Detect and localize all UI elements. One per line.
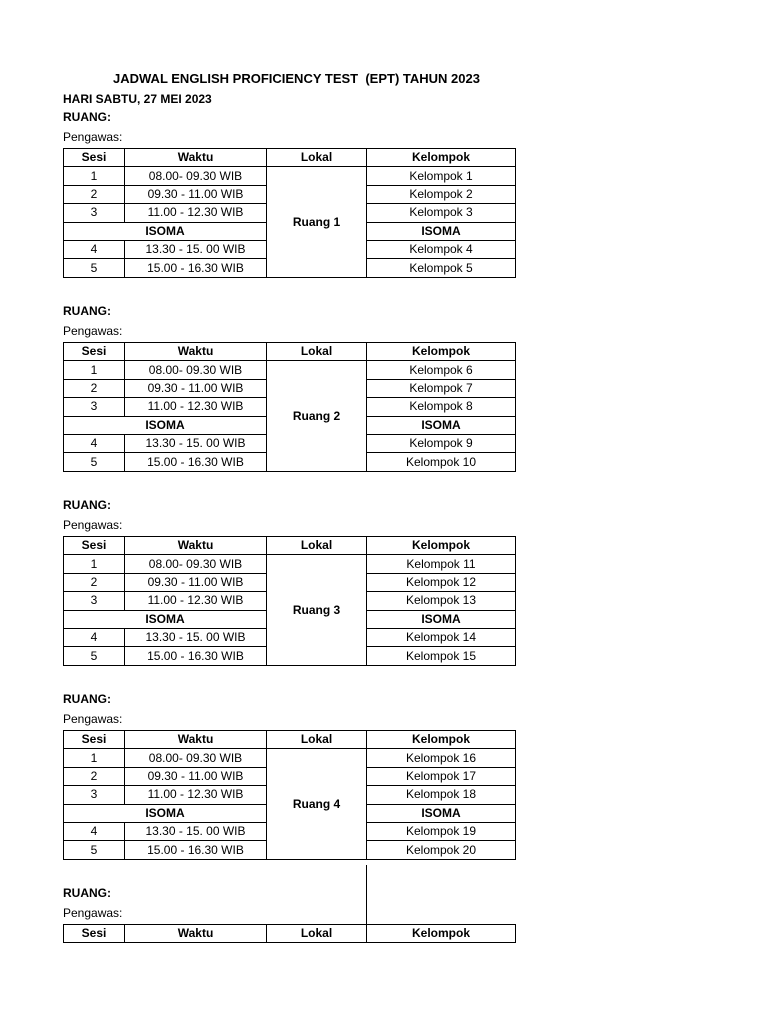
isoma-cell: ISOMA <box>64 804 267 822</box>
kelompok-cell: Kelompok 6 <box>367 361 516 379</box>
sesi-cell: 3 <box>64 786 125 804</box>
waktu-cell: 08.00- 09.30 WIB <box>125 555 267 573</box>
kelompok-cell: Kelompok 19 <box>367 822 516 840</box>
pengawas-label: Pengawas: <box>63 906 123 920</box>
lokal-cell: Ruang 3 <box>267 555 367 665</box>
waktu-cell: 08.00- 09.30 WIB <box>125 749 267 767</box>
sesi-cell: 1 <box>64 361 125 379</box>
waktu-cell: 13.30 - 15. 00 WIB <box>125 434 267 452</box>
schedule-table-ruang-1 <box>63 148 516 278</box>
header-kelompok: Kelompok <box>367 343 516 361</box>
ruang-label: RUANG: <box>63 110 111 124</box>
waktu-cell: 15.00 - 16.30 WIB <box>125 453 267 471</box>
kelompok-cell: Kelompok 2 <box>367 185 516 203</box>
isoma-cell: ISOMA <box>64 416 267 434</box>
pengawas-label: Pengawas: <box>63 130 123 144</box>
pengawas-label: Pengawas: <box>63 324 123 338</box>
waktu-cell: 11.00 - 12.30 WIB <box>125 592 267 610</box>
header-lokal: Lokal <box>267 343 367 361</box>
header-waktu: Waktu <box>125 343 267 361</box>
table-row <box>64 749 516 767</box>
kelompok-cell: Kelompok 11 <box>367 555 516 573</box>
ruang-label: RUANG: <box>63 886 111 900</box>
waktu-cell: 15.00 - 16.30 WIB <box>125 647 267 665</box>
waktu-cell: 08.00- 09.30 WIB <box>125 361 267 379</box>
ruang-label: RUANG: <box>63 498 111 512</box>
header-sesi: Sesi <box>64 343 125 361</box>
kelompok-cell: Kelompok 5 <box>367 259 516 277</box>
sesi-cell: 5 <box>64 647 125 665</box>
table-header-row <box>64 343 516 361</box>
lokal-cell: Ruang 1 <box>267 167 367 277</box>
header-waktu: Waktu <box>125 537 267 555</box>
schedule-table-ruang-4 <box>63 730 516 860</box>
kelompok-cell: Kelompok 9 <box>367 434 516 452</box>
header-waktu: Waktu <box>125 925 267 943</box>
waktu-cell: 13.30 - 15. 00 WIB <box>125 822 267 840</box>
kelompok-cell: Kelompok 20 <box>367 841 516 859</box>
waktu-cell: 09.30 - 11.00 WIB <box>125 573 267 591</box>
sesi-cell: 2 <box>64 767 125 785</box>
waktu-cell: 13.30 - 15. 00 WIB <box>125 240 267 258</box>
header-waktu: Waktu <box>125 731 267 749</box>
waktu-cell: 11.00 - 12.30 WIB <box>125 204 267 222</box>
header-kelompok: Kelompok <box>367 537 516 555</box>
kelompok-cell: Kelompok 15 <box>367 647 516 665</box>
lokal-cell: Ruang 4 <box>267 749 367 859</box>
ruang-label: RUANG: <box>63 692 111 706</box>
sesi-cell: 2 <box>64 185 125 203</box>
waktu-cell: 13.30 - 15. 00 WIB <box>125 628 267 646</box>
sesi-cell: 5 <box>64 841 125 859</box>
sesi-cell: 2 <box>64 379 125 397</box>
sesi-cell: 5 <box>64 259 125 277</box>
header-lokal: Lokal <box>267 537 367 555</box>
kelompok-cell: Kelompok 10 <box>367 453 516 471</box>
schedule-table-empty <box>63 924 516 943</box>
sesi-cell: 2 <box>64 573 125 591</box>
header-kelompok: Kelompok <box>367 149 516 167</box>
sesi-cell: 4 <box>64 822 125 840</box>
table-header-row <box>64 537 516 555</box>
header-sesi: Sesi <box>64 149 125 167</box>
waktu-cell: 15.00 - 16.30 WIB <box>125 259 267 277</box>
schedule-table-ruang-3 <box>63 536 516 666</box>
sesi-cell: 5 <box>64 453 125 471</box>
waktu-cell: 08.00- 09.30 WIB <box>125 167 267 185</box>
kelompok-cell: Kelompok 16 <box>367 749 516 767</box>
pengawas-label: Pengawas: <box>63 712 123 726</box>
kelompok-cell: Kelompok 14 <box>367 628 516 646</box>
header-sesi: Sesi <box>64 925 125 943</box>
pengawas-label: Pengawas: <box>63 518 123 532</box>
header-lokal: Lokal <box>267 731 367 749</box>
kelompok-cell: Kelompok 7 <box>367 379 516 397</box>
schedule-table-ruang-2 <box>63 342 516 472</box>
lokal-cell: Ruang 2 <box>267 361 367 471</box>
table-header-row <box>64 731 516 749</box>
sesi-cell: 3 <box>64 592 125 610</box>
header-sesi: Sesi <box>64 731 125 749</box>
sesi-cell: 3 <box>64 398 125 416</box>
kelompok-cell: Kelompok 8 <box>367 398 516 416</box>
waktu-cell: 15.00 - 16.30 WIB <box>125 841 267 859</box>
waktu-cell: 09.30 - 11.00 WIB <box>125 379 267 397</box>
isoma-cell: ISOMA <box>64 222 267 240</box>
kelompok-cell: Kelompok 3 <box>367 204 516 222</box>
header-lokal: Lokal <box>267 149 367 167</box>
header-kelompok: Kelompok <box>367 731 516 749</box>
kelompok-isoma-cell: ISOMA <box>367 610 516 628</box>
kelompok-cell: Kelompok 17 <box>367 767 516 785</box>
page-title: JADWAL ENGLISH PROFICIENCY TEST (EPT) TAHUN 2023 <box>113 71 480 86</box>
sesi-cell: 1 <box>64 749 125 767</box>
waktu-cell: 09.30 - 11.00 WIB <box>125 767 267 785</box>
waktu-cell: 09.30 - 11.00 WIB <box>125 185 267 203</box>
table-row <box>64 167 516 185</box>
kelompok-isoma-cell: ISOMA <box>367 804 516 822</box>
sesi-cell: 1 <box>64 167 125 185</box>
kelompok-isoma-cell: ISOMA <box>367 222 516 240</box>
kelompok-cell: Kelompok 18 <box>367 786 516 804</box>
table-row <box>64 361 516 379</box>
header-lokal: Lokal <box>267 925 367 943</box>
kelompok-cell: Kelompok 13 <box>367 592 516 610</box>
header-waktu: Waktu <box>125 149 267 167</box>
kelompok-cell: Kelompok 1 <box>367 167 516 185</box>
table-row <box>64 555 516 573</box>
table-header-row <box>64 925 516 943</box>
table-header-row <box>64 149 516 167</box>
sesi-cell: 4 <box>64 434 125 452</box>
isoma-cell: ISOMA <box>64 610 267 628</box>
ruang-label: RUANG: <box>63 304 111 318</box>
sesi-cell: 3 <box>64 204 125 222</box>
date-line: HARI SABTU, 27 MEI 2023 <box>63 92 212 106</box>
kelompok-cell: Kelompok 4 <box>367 240 516 258</box>
kelompok-cell: Kelompok 12 <box>367 573 516 591</box>
table-border-line <box>366 865 367 925</box>
sesi-cell: 4 <box>64 240 125 258</box>
kelompok-isoma-cell: ISOMA <box>367 416 516 434</box>
header-kelompok: Kelompok <box>367 925 516 943</box>
header-sesi: Sesi <box>64 537 125 555</box>
sesi-cell: 1 <box>64 555 125 573</box>
waktu-cell: 11.00 - 12.30 WIB <box>125 398 267 416</box>
waktu-cell: 11.00 - 12.30 WIB <box>125 786 267 804</box>
sesi-cell: 4 <box>64 628 125 646</box>
